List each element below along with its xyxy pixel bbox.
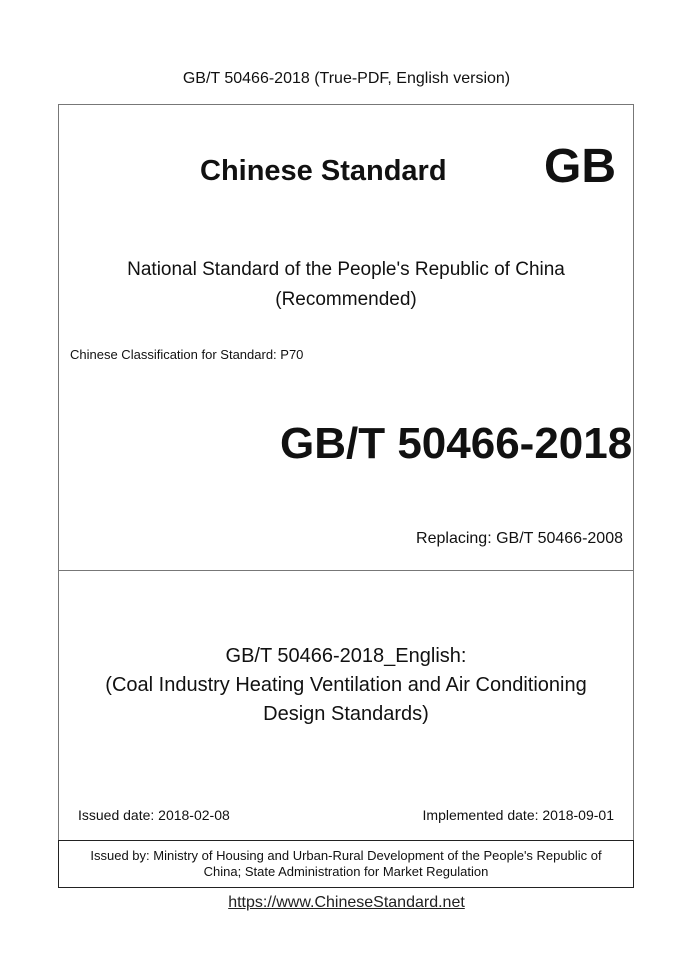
document-header: GB/T 50466-2018 (True-PDF, English version) — [182, 70, 511, 87]
replacing-label: Replacing: GB/T 50466-2008 — [416, 530, 623, 547]
gb-mark: GB — [544, 140, 616, 193]
english-title-line-2: (Coal Industry Heating Ventilation and Air Conditioning — [105, 674, 587, 696]
cover-divider — [58, 570, 634, 571]
english-title — [58, 642, 634, 729]
classification-label: Chinese Classification for Standard: P70 — [70, 347, 304, 362]
standard-number: GB/T 50466-2018 — [280, 419, 633, 468]
issuer-text — [58, 848, 634, 880]
issued-date: Issued date: 2018-02-08 — [78, 807, 230, 823]
national-standard-line-2: (Recommended) — [275, 289, 417, 310]
cover-title: Chinese Standard — [200, 155, 447, 187]
english-title-line-3: Design Standards) — [263, 703, 429, 725]
issuer-line-2: China; State Administration for Market Regulation — [203, 864, 489, 879]
national-standard-line-1: National Standard of the People's Republic of China — [127, 259, 565, 280]
cover-frame — [58, 104, 634, 888]
issuer-line-1: Issued by: Ministry of Housing and Urban-Rural Development of the People's Republic of — [90, 848, 602, 863]
national-standard-label — [58, 255, 634, 315]
implemented-date: Implemented date: 2018-09-01 — [422, 807, 614, 823]
english-title-line-1: GB/T 50466-2018_English: — [225, 645, 467, 667]
footer-link[interactable]: https://www.ChineseStandard.net — [228, 894, 465, 911]
